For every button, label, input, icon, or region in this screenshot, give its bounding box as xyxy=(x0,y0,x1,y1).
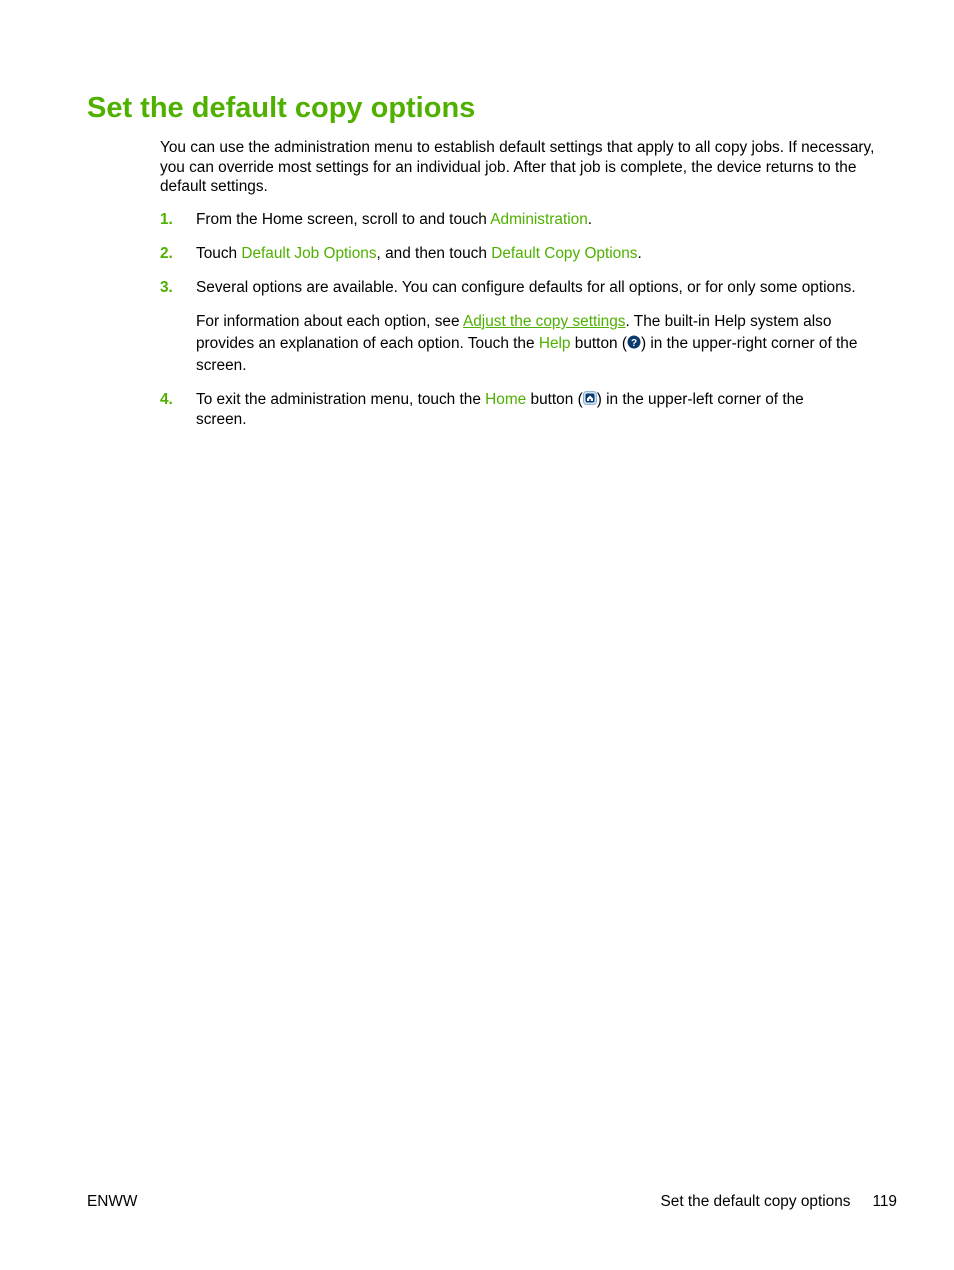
note-text: button ( xyxy=(570,335,627,352)
step-text: . xyxy=(637,245,642,262)
note-text: For information about each option, see xyxy=(196,313,463,330)
default-copy-options-item: Default Copy Options xyxy=(491,245,638,262)
note-text: ) in the upper-right corner of the screen. xyxy=(196,335,858,374)
step-text: From the Home screen, scroll to and touch xyxy=(196,211,491,228)
page-number: 119 xyxy=(872,1193,897,1210)
administration-menu-item: Administration xyxy=(490,211,588,228)
step-number: 1. xyxy=(160,211,173,228)
page-title: Set the default copy options xyxy=(87,92,476,124)
step-text: Touch xyxy=(196,245,242,262)
step-3-note xyxy=(196,311,876,377)
footer-section: Set the default copy options xyxy=(660,1193,851,1210)
adjust-copy-settings-link[interactable]: Adjust the copy settings xyxy=(462,313,626,330)
step-text: , and then touch xyxy=(376,245,492,262)
step-text: . xyxy=(587,211,593,228)
step-text: ) in the upper-left corner of the screen. xyxy=(196,391,804,428)
step-number: 4. xyxy=(160,391,173,408)
step-text: Several options are available. You can configure defaults for all options, or for only some options. xyxy=(196,279,856,296)
step-3 xyxy=(160,278,890,298)
step-text: button ( xyxy=(526,391,583,408)
note-text: . The built-in Help system also provides an explanation of each option. Touch the xyxy=(196,313,832,352)
default-job-options-item: Default Job Options xyxy=(241,245,377,262)
help-button-label: Help xyxy=(538,335,571,352)
home-button-label: Home xyxy=(485,391,527,408)
help-icon xyxy=(627,335,641,349)
home-icon xyxy=(583,391,597,405)
step-number: 3. xyxy=(160,279,173,296)
step-4 xyxy=(160,390,890,429)
footer-right xyxy=(661,1192,898,1212)
step-2 xyxy=(160,244,890,264)
step-1 xyxy=(160,210,890,230)
svg-text:?: ? xyxy=(630,338,638,349)
footer-left: ENWW xyxy=(87,1193,138,1210)
step-number: 2. xyxy=(160,245,173,262)
step-text: To exit the administration menu, touch the xyxy=(196,391,486,408)
intro-paragraph: You can use the administration menu to establish default settings that apply to all copy jobs. If necessary, you can override most settings for an individual job. After that job is complete, the device returns to the default settings. xyxy=(160,139,875,195)
